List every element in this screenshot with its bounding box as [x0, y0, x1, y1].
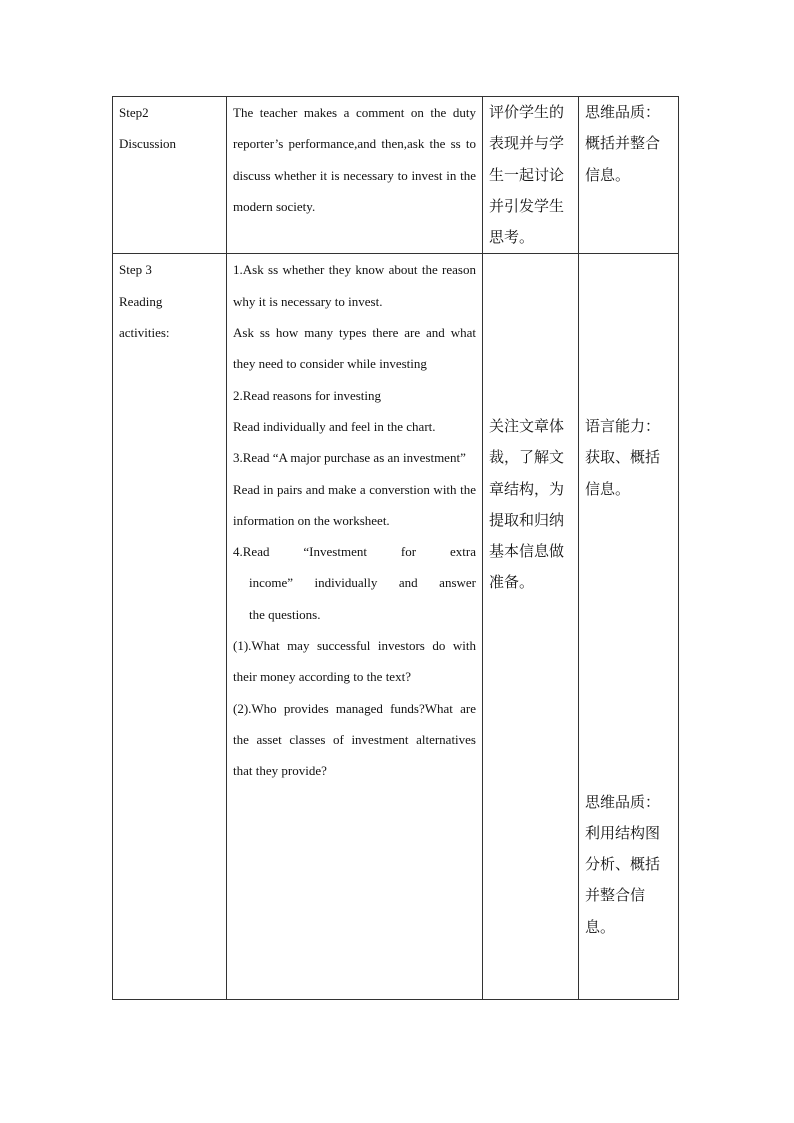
activity-text: Read individually and feel in the chart.	[233, 418, 436, 434]
step-label: Step2	[119, 105, 149, 120]
lesson-plan-table	[112, 96, 679, 1000]
activity-text: (2).Who provides managed funds?What are the asset classes of investment alternatives that they provide?	[233, 700, 476, 779]
activity-text: the questions.	[249, 606, 321, 622]
quality-cell	[579, 97, 679, 254]
quality-cell	[579, 254, 679, 1000]
purpose-text: 评价学生的表现并与学生一起讨论并引发学生思考。	[489, 103, 565, 247]
table-row	[113, 254, 679, 1000]
activity-text: The teacher makes a comment on the duty reporter’s performance,and then,ask the ss to discuss whether it is necessary to invest in the modern society.	[233, 105, 476, 214]
quality-text-thinking: 思维品质：利用结构图分析、概括并整合信息。	[585, 792, 661, 936]
activity-text: 2.Read reasons for investing	[233, 387, 382, 403]
step-label: Step 3	[119, 262, 152, 278]
step-cell	[113, 254, 227, 1000]
step-cell	[113, 97, 227, 254]
activity-text: (1).What may successful investors do with their money according to the text?	[233, 638, 476, 685]
activities-cell	[227, 97, 483, 254]
table-row	[113, 97, 679, 254]
purpose-cell	[483, 254, 579, 1000]
purpose-text: 关注文章体裁，了解文章结构，为提取和归纳基本信息做准备。	[489, 416, 565, 592]
activities-cell	[227, 254, 483, 1000]
step-title: Discussion	[119, 136, 177, 152]
step-title: Reading	[119, 293, 163, 309]
step-subtitle: activities:	[119, 325, 170, 341]
quality-text-language: 语言能力：获取、概括信息。	[585, 416, 661, 498]
purpose-cell	[483, 97, 579, 254]
activity-text: Read in pairs and make a converstion with the information on the worksheet.	[233, 481, 476, 528]
quality-text: 思维品质：概括并整合信息。	[585, 103, 661, 184]
activity-text: 4.Read “Investment for extra	[233, 544, 476, 560]
activity-text: income” individually and answer	[249, 575, 476, 591]
activity-text: 1.Ask ss whether they know about the reason why it is necessary to invest.	[233, 262, 476, 309]
activity-text: Ask ss how many types there are and what they need to consider while investing	[233, 325, 476, 372]
activity-text: 3.Read “A major purchase as an investment”	[233, 450, 466, 466]
